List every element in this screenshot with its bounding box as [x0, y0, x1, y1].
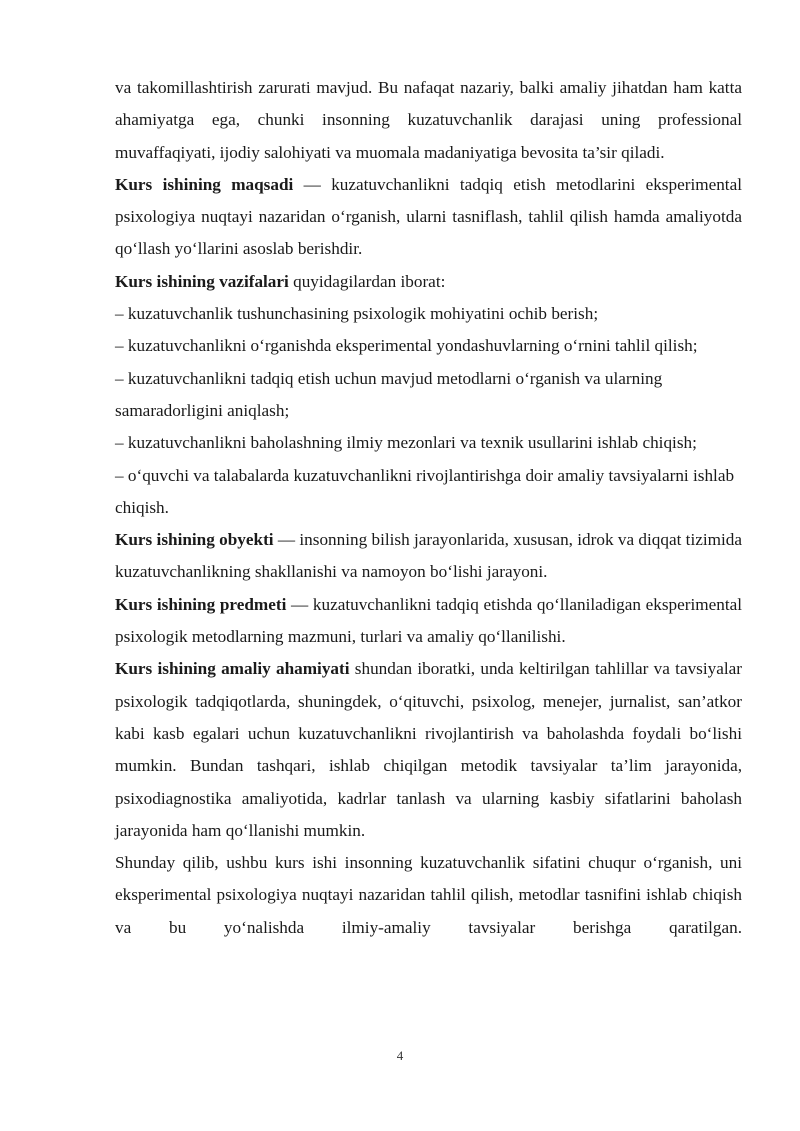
object-heading: Kurs ishining obyekti: [115, 530, 274, 550]
tasks-heading: Kurs ishining vazifalari: [115, 271, 289, 291]
conclusion-paragraph: Shunday qilib, ushbu kurs ishi insonning kuzatuvchanlik sifatini chuqur o‘rganish, uni eksperimental psixologiya nuqtayi nazaridan tahlil qilish, metodlar tasnifini ishlab chiqish va bu yo‘nalishda ilmiy-amaliy tavsiyalar berishga qaratilgan.: [115, 853, 742, 937]
object-text: — insonning bilish jarayonlarida, xususan, idrok va diqqat tizimida kuzatuvchanlikning shakllanishi va namoyon bo‘lishi jarayoni.: [115, 530, 742, 582]
object-paragraph: [115, 524, 742, 589]
importance-text: shundan iboratki, unda keltirilgan tahlillar va tavsiyalar psixologik tadqiqotlarda, shuningdek, o‘qituvchi, psixolog, menejer, jurnalist, san’atkor kabi kasb egalari uchun kuzatuvchanlikni rivojlantirish va baholashda foydali bo‘lishi mumkin. Bundan tashqari, ishlab chiqilgan metodik tavsiyalar ta’lim jarayonida, psixodiagnostika amaliyotida, kadrlar tanlash va ularning kasbiy sifatlarini baholash jarayonida ham qo‘llanishi mumkin.: [115, 659, 742, 840]
goal-heading: Kurs ishining maqsadi: [115, 174, 294, 194]
task-item: – kuzatuvchanlikni tadqiq etish uchun mavjud metodlarni o‘rganish va ularning samaradorligini aniqlash;: [115, 368, 663, 420]
intro-paragraph: va takomillashtirish zarurati mavjud. Bu nafaqat nazariy, balki amaliy jihatdan ham katta ahamiyatga ega, chunki insonning kuzatuvchanlik darajasi uning professional muvaffaqiyati, ijodiy salohiyati va muomala madaniyatiga bevosita ta’sir qiladi.: [115, 78, 742, 162]
tasks-paragraph: [115, 266, 742, 298]
tasks-intro-text: quyidagilardan iborat:: [288, 271, 446, 291]
importance-heading: Kurs ishining amaliy ahamiyati: [115, 659, 350, 679]
task-item: – kuzatuvchanlik tushunchasining psixologik mohiyatini ochib berish;: [115, 304, 599, 324]
page-number: 4: [396, 1048, 404, 1063]
task-item: – kuzatuvchanlikni baholashning ilmiy mezonlari va texnik usullarini ishlab chiqish;: [115, 433, 697, 453]
importance-paragraph: [115, 653, 742, 847]
goal-text: — kuzatuvchanlikni tadqiq etish metodlarini eksperimental psixologiya nuqtayi nazaridan o‘rganish, ularni tasniflash, tahlil qilish hamda amaliyotda qo‘llash yo‘llarini asoslab berishdir.: [115, 174, 742, 259]
task-item: – o‘quvchi va talabalarda kuzatuvchanlikni rivojlantirishga doir amaliy tavsiyalarni ishlab chiqish.: [115, 465, 735, 517]
subject-paragraph: [115, 589, 742, 654]
page-body: [115, 72, 742, 944]
goal-paragraph: [115, 169, 742, 266]
task-item: – kuzatuvchanlikni o‘rganishda eksperimental yondashuvlarning o‘rnini tahlil qilish;: [115, 336, 698, 356]
subject-heading: Kurs ishining predmeti: [115, 594, 287, 614]
subject-text: — kuzatuvchanlikni tadqiq etishda qo‘llaniladigan eksperimental psixologik metodlarning mazmuni, turlari va amaliy qo‘llanilishi.: [115, 594, 742, 647]
